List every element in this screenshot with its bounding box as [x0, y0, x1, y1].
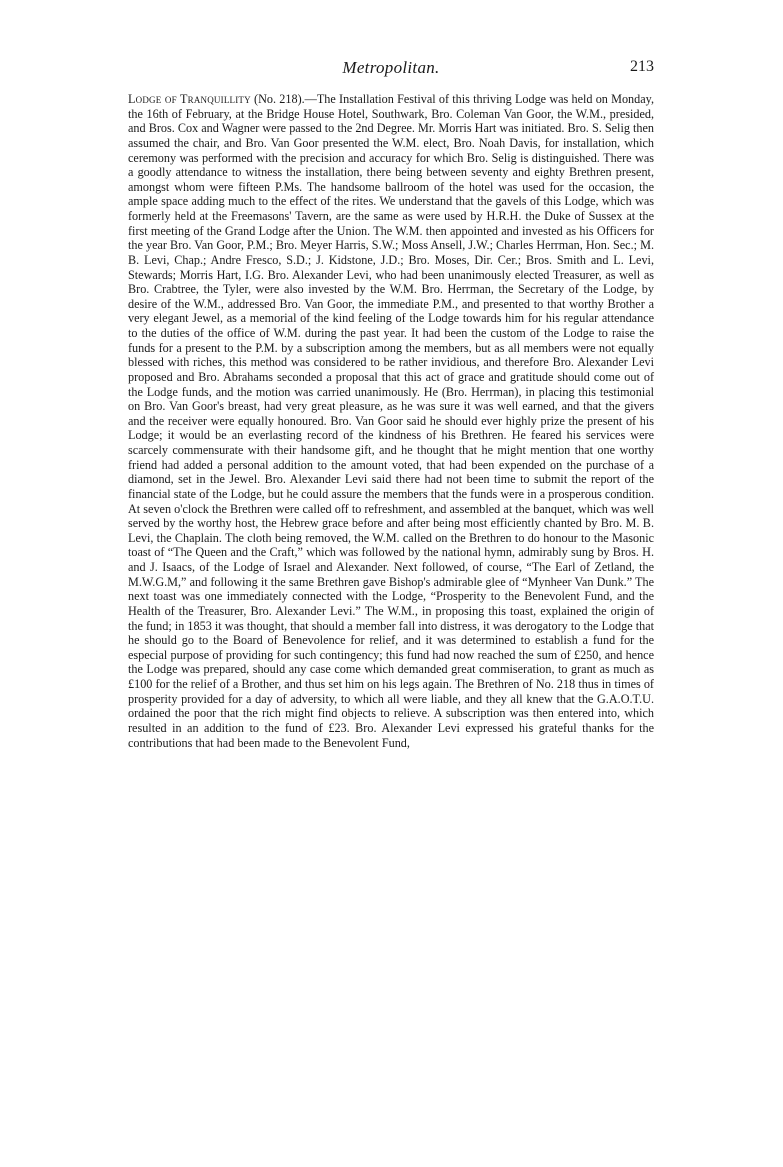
article-paragraph — [128, 92, 654, 750]
running-title: Metropolitan. — [342, 58, 440, 77]
page-number: 213 — [630, 58, 654, 75]
article-body: (No. 218).—The Installation Festival of this thriving Lodge was held on Monday, the 16th of February, at the Bridge House Hotel, Southwark, Bro. Coleman Van Goor, the W.M., presided, and Bros. Cox and Wagner were passed to the 2nd Degree. Mr. Morris Hart was initiated. Bro. S. Selig then assumed the chair, and Bro. Van Goor presented the W.M. elect, Bro. Noah Davis, for installation, which ceremony was performed with the precision and accuracy for which Bro. Selig is distinguished. There was a goodly attendance to witness the installation, there being between seventy and eighty Brethren present, amongst whom were fifteen P.Ms. The handsome ballroom of the hotel was used for the occasion, the ample space adding much to the effect of the rites. We understand that the gavels of this Lodge, which was formerly held at the Freemasons' Tavern, are the same as were used by H.R.H. the Duke of Sussex at the first meeting of the Grand Lodge after the Union. The W.M. then appointed and invested as his Officers for the year Bro. Van Goor, P.M.; Bro. Meyer Harris, S.W.; Moss Ansell, J.W.; Charles Herrman, Hon. Sec.; M. B. Levi, Chap.; Andre Fresco, S.D.; J. Kidstone, J.D.; Bro. Moses, Dir. Cer.; Bros. Smith and L. Levi, Stewards; Morris Hart, I.G. Bro. Alexander Levi, who had been unanimously elected Treasurer, as well as Bro. Crabtree, the Tyler, were also invested by the W.M. Bro. Herrman, the Secretary of the Lodge, by desire of the W.M., addressed Bro. Van Goor, the immediate P.M., and presented to that worthy Brother a very elegant Jewel, as a memorial of the kind feeling of the Lodge towards him for his regular attendance to the duties of the office of W.M. during the past year. It had been the custom of the Lodge to raise the funds for a present to the P.M. by a subscription among the members, but as all members were not equally blessed with riches, this method was considered to be rather invidious, and therefore Bro. Alexander Levi proposed and Bro. Abrahams seconded a proposal that this act of grace and gratitude should come out of the Lodge funds, and the motion was carried unanimously. He (Bro. Herrman), in placing this testimonial on Bro. Van Goor's breast, had very great pleasure, as he was sure it was well earned, and that the givers and the receiver were equally honoured. Bro. Van Goor said he should ever highly prize the present of his Lodge; it would be an everlasting record of the kindness of his Brethren. He feared his services were scarcely commensurate with their handsome gift, and he thought that he might mention that one worthy friend had added a personal addition to the amount voted, that had been expended on the purchase of a diamond, set in the Jewel. Bro. Alexander Levi said there had not been time to submit the report of the financial state of the Lodge, but he could assure the members that the funds were in a prosperous condition. At seven o'clock the Brethren were called off to refreshment, and assembled at the banquet, which was well served by the worthy host, the Hebrew grace before and after being most efficiently chanted by Bro. M. B. Levi, the Chaplain. The cloth being removed, the W.M. called on the Brethren to do honour to the Masonic toast of “The Queen and the Craft,” which was followed by the national hymn, admirably sung by Bros. H. and J. Isaacs, of the Lodge of Israel and Alexander. Next followed, of course, “The Earl of Zetland, the M.W.G.M,” and following it the same Brethren gave Bishop's admirable glee of “Mynheer Van Dunk.” The next toast was one immediately connected with the Lodge, “Prosperity to the Benevolent Fund, and the Health of the Treasurer, Bro. Alexander Levi.” The W.M., in proposing this toast, explained the origin of the fund; in 1853 it was thought, that should a member fall into distress, it was derogatory to the Lodge that he should go to the Board of Benevolence for relief, and it was determined to establish a fund for the especial purpose of providing for such contingency; this fund had now reached the sum of £250, and hence the Lodge was prepared, should any case come which demanded great commiseration, to grant as much as £100 for the relief of a Brother, and thus set him on his legs again. The Brethren of No. 218 thus in times of prosperity provided for a day of adversity, to which all were liable, and they all knew that the G.A.O.T.U. ordained the poor that the rich might find objects to relieve. A subscription was then entered into, which resulted in an addition to the fund of £23. Bro. Alexander Levi expressed his grateful thanks for the contributions that had been made to the Benevolent Fund, — [128, 92, 655, 750]
article-lead: Lodge of Tranquillity — [128, 92, 251, 106]
running-head — [128, 58, 654, 92]
document-page — [128, 58, 654, 750]
